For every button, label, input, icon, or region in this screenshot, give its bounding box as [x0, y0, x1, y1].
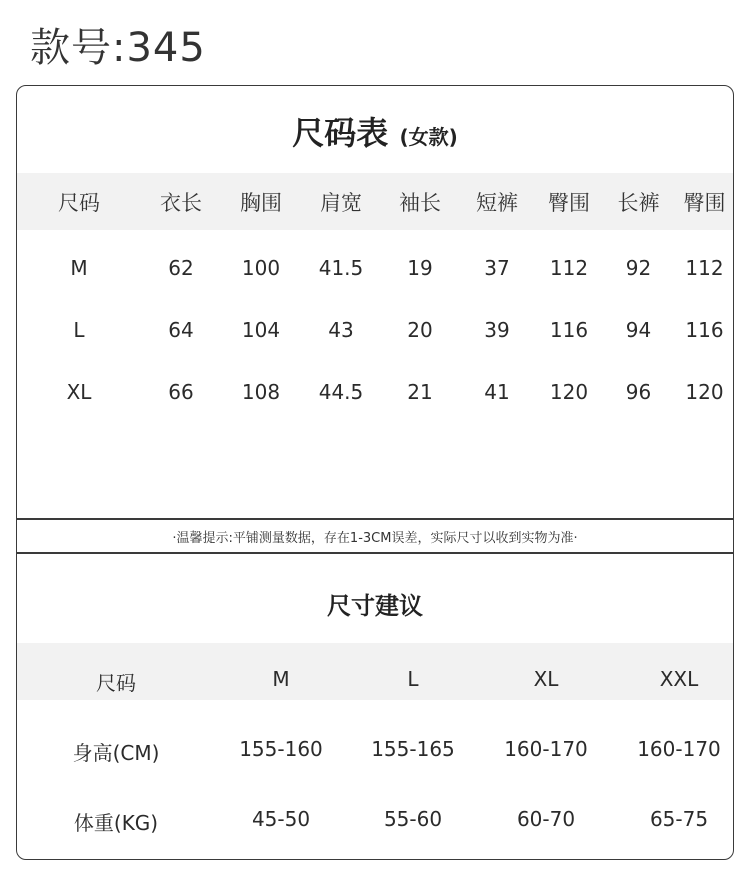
table-cell: 43 [328, 318, 354, 342]
table-row [17, 807, 733, 836]
table-cell: 112 [685, 256, 724, 280]
table-cell: 94 [625, 318, 652, 342]
table-cell: L [73, 318, 85, 342]
table-cell: 21 [407, 380, 433, 404]
table-cell: 39 [484, 318, 510, 342]
table-cell: 55-60 [383, 807, 443, 831]
table-cell: 100 [241, 256, 281, 280]
table-cell: 108 [241, 380, 281, 404]
table-cell: 66 [168, 380, 194, 404]
size-chart-subtitle: (女款) [399, 125, 458, 149]
table-cell: 104 [241, 318, 281, 342]
table-row [17, 256, 733, 280]
table-cell: 41.5 [318, 256, 364, 280]
table-cell: 45-50 [251, 807, 311, 831]
table-cell: 体重(KG) [73, 811, 159, 835]
header-cell: 肩宽 [320, 191, 362, 215]
header-cell: 袖长 [399, 191, 441, 215]
header-cell: M [272, 667, 290, 691]
table-cell: 37 [484, 256, 510, 280]
header-cell: XL [533, 667, 559, 691]
table-cell: 65-75 [649, 807, 709, 831]
header-cell: 衣长 [160, 191, 202, 215]
header-cell: 长裤 [617, 191, 660, 215]
table-cell: XL [66, 380, 92, 404]
header-cell: 臀围 [548, 191, 590, 215]
table-cell: 62 [168, 256, 194, 280]
table-cell: 身高(CM) [72, 741, 160, 765]
header-cell: 胸围 [240, 191, 282, 215]
table-cell: 60-70 [516, 807, 576, 831]
table-cell: 155-165 [371, 737, 455, 761]
table-cell: M [70, 256, 88, 280]
table-row [17, 737, 733, 766]
header-cell: L [407, 667, 419, 691]
measurement-note: ·温馨提示:平铺测量数据，存在1-3CM误差，实际尺寸以收到实物为准· [172, 531, 578, 546]
divider [17, 518, 733, 520]
table-cell: 112 [549, 256, 589, 280]
table-cell: 64 [168, 318, 194, 342]
table-cell: 120 [685, 380, 724, 404]
table-cell: 19 [407, 256, 433, 280]
size-chart-title-row [17, 108, 733, 154]
size-chart-card [16, 85, 734, 860]
table-cell: 41 [484, 380, 510, 404]
table-cell: 96 [625, 380, 652, 404]
header-cell: 短裤 [476, 191, 518, 215]
header-cell: XXL [659, 667, 699, 691]
style-number: 款号:345 [30, 25, 206, 71]
table-row [17, 318, 733, 342]
header-cell: 臀围 [683, 191, 726, 215]
table-row [17, 380, 733, 404]
table-cell: 160-170 [637, 737, 721, 761]
table-cell: 116 [549, 318, 589, 342]
size-chart-title: 尺码表 [292, 114, 389, 152]
divider [17, 552, 733, 554]
table-cell: 44.5 [318, 380, 364, 404]
table-cell: 120 [549, 380, 589, 404]
table-cell: 155-160 [239, 737, 323, 761]
recommendation-title: 尺寸建议 [327, 592, 423, 620]
header-cell: 尺码 [96, 671, 136, 695]
header-cell: 尺码 [58, 191, 100, 215]
table-cell: 92 [625, 256, 652, 280]
recommendation-header-row [17, 667, 733, 696]
table-cell: 116 [685, 318, 724, 342]
table-cell: 160-170 [504, 737, 588, 761]
size-chart-header-row [17, 187, 733, 217]
table-cell: 20 [407, 318, 433, 342]
